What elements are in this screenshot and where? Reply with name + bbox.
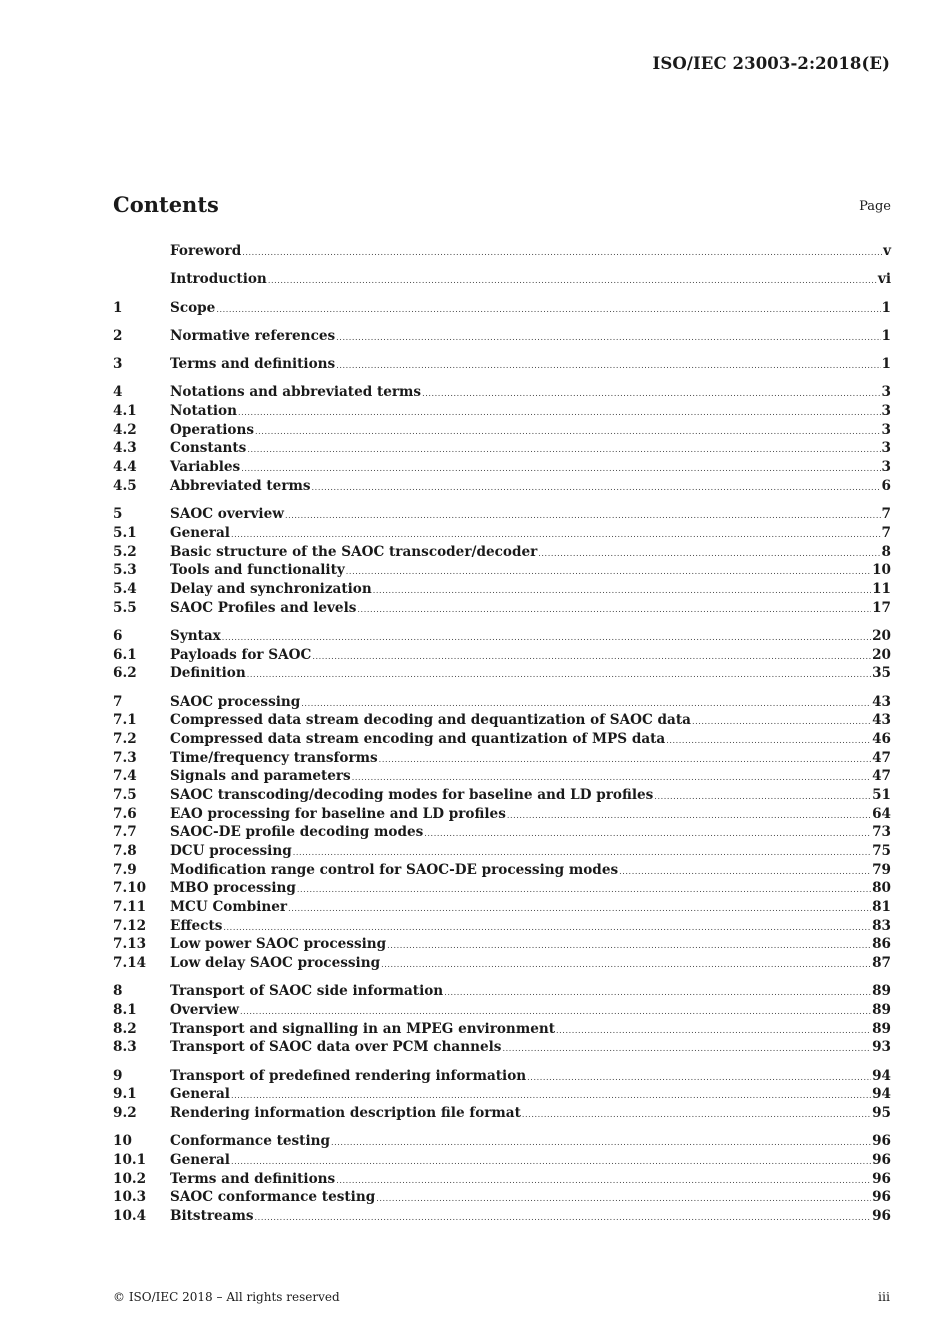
toc-entry[interactable] [113, 1170, 891, 1189]
dot-leader [238, 404, 881, 423]
toc-entry-number: 8.3 [113, 1039, 137, 1056]
dot-leader [357, 601, 871, 620]
toc-entry-page: 86 [872, 936, 891, 953]
toc-entry[interactable] [113, 327, 891, 346]
toc-entry-number: 5.3 [113, 562, 137, 579]
dot-leader [376, 1190, 871, 1209]
toc-entry-title: SAOC processing [170, 693, 301, 710]
toc-entry-page: 96 [872, 1170, 891, 1187]
toc-entry-title: Scope [170, 299, 216, 316]
toc-entry-page: 73 [872, 824, 891, 841]
toc-entry-page: 17 [872, 599, 891, 616]
toc-entry-title: Definition [170, 665, 246, 682]
toc-entry[interactable] [113, 1104, 891, 1123]
toc-entry-page: 96 [872, 1189, 891, 1206]
toc-entry-number: 4.1 [113, 403, 137, 420]
toc-entry-page: 94 [872, 1086, 891, 1103]
dot-leader [387, 937, 871, 956]
dot-leader [502, 1040, 871, 1059]
dot-leader [222, 629, 871, 648]
dot-leader [654, 788, 871, 807]
dot-leader [379, 751, 871, 770]
dot-leader [692, 713, 871, 732]
toc-entry-page: 8 [881, 543, 891, 560]
toc-entry[interactable] [113, 823, 891, 842]
toc-entry-page: 1 [881, 356, 891, 373]
toc-entry-page: 35 [872, 665, 891, 682]
toc-entry[interactable] [113, 1132, 891, 1151]
toc-entry-page: 3 [881, 384, 891, 401]
toc-entry-title: Time/frequency transforms [170, 749, 378, 766]
toc-entry-number: 8.2 [113, 1020, 137, 1037]
toc-entry-title: Effects [170, 917, 223, 934]
dot-leader [666, 732, 871, 751]
toc-entry-number: 1 [113, 299, 123, 316]
toc-entry[interactable] [113, 1020, 891, 1039]
toc-entry-title: Tools and functionality [170, 562, 345, 579]
toc-entry-page: 47 [872, 749, 891, 766]
toc-entry-page: 89 [872, 1002, 891, 1019]
toc-entry-number: 5.4 [113, 580, 137, 597]
toc-entry-page: 96 [872, 1152, 891, 1169]
dot-leader [288, 900, 871, 919]
toc-entry-page: 7 [881, 524, 891, 541]
toc-entry[interactable] [113, 646, 891, 665]
toc-entry-title: General [170, 1152, 230, 1169]
toc-entry-title: Transport of predefined rendering information [170, 1067, 527, 1084]
toc-entry[interactable] [113, 1151, 891, 1170]
toc-entry-title: Modification range control for SAOC-DE processing modes [170, 861, 619, 878]
toc-entry[interactable] [113, 299, 891, 318]
toc-section-group [113, 982, 891, 1057]
dot-leader [312, 479, 881, 498]
toc-entry-title: Delay and synchronization [170, 580, 372, 597]
toc-entry-page: 3 [881, 440, 891, 457]
toc-entry-page: 79 [872, 861, 891, 878]
toc-entry-page: 80 [872, 880, 891, 897]
toc-entry-title: SAOC overview [170, 506, 284, 523]
toc-entry-title: SAOC conformance testing [170, 1189, 376, 1206]
dot-leader [619, 863, 871, 882]
toc-entry[interactable] [113, 898, 891, 917]
toc-entry-number: 9 [113, 1067, 123, 1084]
toc-entry-number: 6.1 [113, 646, 137, 663]
toc-entry[interactable] [113, 383, 891, 402]
toc-entry-title: Compressed data stream encoding and quantization of MPS data [170, 730, 666, 747]
toc-entry-number: 5.2 [113, 543, 137, 560]
toc-entry[interactable] [113, 439, 891, 458]
toc-entry-title: Variables [170, 459, 241, 476]
toc-section-group [113, 627, 891, 683]
toc-entry[interactable] [113, 879, 891, 898]
dot-leader [336, 357, 880, 376]
toc-entry[interactable] [113, 580, 891, 599]
toc-section-group [113, 693, 891, 973]
toc-entry[interactable] [113, 524, 891, 543]
toc-entry[interactable] [113, 1067, 891, 1086]
dot-leader [336, 329, 880, 348]
toc-entry[interactable] [113, 270, 891, 289]
toc-entry-page: 1 [881, 327, 891, 344]
toc-entry-number: 10.4 [113, 1208, 147, 1225]
toc-section-group [113, 505, 891, 617]
toc-entry-number: 8 [113, 983, 123, 1000]
toc-entry[interactable] [113, 1001, 891, 1020]
toc-entry-title: Low power SAOC processing [170, 936, 387, 953]
toc-entry-number: 7.3 [113, 749, 137, 766]
toc-entry-title: Notation [170, 403, 237, 420]
toc-section-group [113, 242, 891, 261]
page-number: iii [878, 1289, 890, 1304]
toc-section-group [113, 1067, 891, 1123]
toc-entry-page: 10 [872, 562, 891, 579]
dot-leader [241, 460, 880, 479]
toc-entry-number: 7.6 [113, 805, 137, 822]
toc-entry[interactable] [113, 842, 891, 861]
toc-entry-page: 7 [881, 506, 891, 523]
toc-entry-title: General [170, 1086, 230, 1103]
toc-entry-title: EAO processing for baseline and LD profiles [170, 805, 506, 822]
toc-entry-number: 10 [113, 1133, 132, 1150]
toc-entry[interactable] [113, 1207, 891, 1226]
toc-entry-number: 4.3 [113, 440, 137, 457]
toc-entry-page: 3 [881, 421, 891, 438]
toc-entry-number: 7.1 [113, 712, 137, 729]
toc-section-group [113, 355, 891, 374]
dot-leader [444, 984, 871, 1003]
toc-entry[interactable] [113, 982, 891, 1001]
toc-entry-page: 75 [872, 843, 891, 859]
toc-entry-page: 46 [872, 730, 891, 747]
toc-entry-number: 7.9 [113, 861, 137, 878]
toc-entry[interactable] [113, 730, 891, 749]
toc-entry[interactable] [113, 861, 891, 880]
toc-entry-number: 4.4 [113, 459, 137, 476]
toc-entry[interactable] [113, 767, 891, 786]
table-of-contents [113, 242, 891, 1235]
toc-entry[interactable] [113, 543, 891, 562]
toc-entry-title: Compressed data stream decoding and dequantization of SAOC data [170, 712, 691, 729]
toc-entry-number: 7.13 [113, 936, 147, 953]
toc-entry-title: Conformance testing [170, 1133, 330, 1150]
toc-entry-page: 6 [881, 477, 891, 494]
toc-entry-number: 6 [113, 627, 123, 644]
toc-entry[interactable] [113, 421, 891, 440]
toc-entry[interactable] [113, 242, 891, 261]
toc-entry[interactable] [113, 917, 891, 936]
toc-entry-title: SAOC transcoding/decoding modes for baseline and LD profiles [170, 786, 654, 803]
toc-entry-number: 6.2 [113, 665, 137, 682]
toc-entry-page: 47 [872, 768, 891, 785]
toc-entry-title: Terms and definitions [170, 1170, 336, 1187]
toc-entry-page: 20 [872, 646, 891, 663]
toc-entry-number: 10.2 [113, 1170, 147, 1187]
toc-entry-page: 20 [872, 627, 891, 644]
toc-entry-number: 4.5 [113, 477, 137, 494]
dot-leader [242, 244, 882, 263]
toc-entry-page: 96 [872, 1208, 891, 1225]
toc-entry-page: 94 [872, 1067, 891, 1084]
toc-entry-number: 5.1 [113, 524, 137, 541]
toc-entry[interactable] [113, 805, 891, 824]
toc-entry-number: 10.3 [113, 1189, 147, 1206]
toc-entry-page: 95 [872, 1105, 891, 1122]
dot-leader [527, 1069, 871, 1088]
toc-entry[interactable] [113, 711, 891, 730]
toc-entry[interactable] [113, 1085, 891, 1104]
dot-leader [331, 1134, 871, 1153]
toc-entry-title: SAOC Profiles and levels [170, 599, 357, 616]
toc-entry-title: SAOC-DE profile decoding modes [170, 824, 424, 841]
toc-entry[interactable] [113, 1188, 891, 1207]
dot-leader [424, 825, 871, 844]
toc-entry-title: General [170, 524, 230, 541]
dot-leader [373, 582, 871, 601]
toc-entry-page: 3 [881, 403, 891, 420]
toc-entry-page: 93 [872, 1039, 891, 1056]
toc-entry-number: 7.7 [113, 824, 137, 841]
toc-entry-page: 81 [872, 899, 891, 916]
toc-entry-title: Abbreviated terms [170, 477, 311, 494]
toc-entry-number: 7.12 [113, 917, 147, 934]
toc-entry-title: Operations [170, 421, 255, 438]
copyright-notice: © ISO/IEC 2018 – All rights reserved [113, 1290, 340, 1304]
contents-title: Contents [113, 192, 219, 217]
toc-entry[interactable] [113, 599, 891, 618]
dot-leader [336, 1172, 871, 1191]
toc-entry-page: 11 [872, 580, 891, 597]
toc-entry-title: Payloads for SAOC [170, 646, 312, 663]
toc-entry-page: 87 [872, 955, 891, 972]
toc-entry[interactable] [113, 693, 891, 712]
toc-entry-page: 1 [881, 299, 891, 316]
toc-entry-title: Introduction [170, 271, 267, 288]
toc-entry-number: 9.2 [113, 1105, 137, 1122]
toc-entry[interactable] [113, 664, 891, 683]
dot-leader [312, 648, 871, 667]
dot-leader [381, 956, 871, 975]
toc-entry[interactable] [113, 355, 891, 374]
dot-leader [522, 1106, 871, 1125]
toc-entry[interactable] [113, 627, 891, 646]
toc-entry-number: 3 [113, 356, 123, 373]
toc-entry-title: Terms and definitions [170, 356, 336, 373]
toc-entry-number: 10.1 [113, 1152, 147, 1169]
toc-entry-number: 7.11 [113, 899, 147, 916]
toc-entry-number: 7.5 [113, 786, 137, 803]
toc-section-group [113, 299, 891, 318]
toc-entry-number: 7.8 [113, 843, 137, 859]
toc-entry-number: 9.1 [113, 1086, 137, 1103]
toc-entry-page: 64 [872, 805, 891, 822]
toc-entry-number: 5 [113, 506, 123, 523]
toc-entry-title: Signals and parameters [170, 768, 351, 785]
toc-entry-title: Bitstreams [170, 1208, 254, 1225]
dot-leader [346, 563, 871, 582]
toc-entry[interactable] [113, 561, 891, 580]
toc-entry-title: Low delay SAOC processing [170, 955, 381, 972]
toc-entry-title: Overview [170, 1002, 239, 1019]
toc-entry-number: 7.14 [113, 955, 147, 972]
toc-entry-number: 7 [113, 693, 123, 710]
dot-leader [285, 507, 881, 526]
toc-entry-title: Notations and abbreviated terms [170, 384, 422, 401]
toc-section-group [113, 383, 891, 495]
toc-entry-number: 7.2 [113, 730, 137, 747]
dot-leader [216, 301, 880, 320]
toc-entry-number: 4.2 [113, 421, 137, 438]
toc-entry-page: 3 [881, 459, 891, 476]
dot-leader [255, 1209, 872, 1228]
toc-entry-title: Basic structure of the SAOC transcoder/decoder [170, 543, 538, 560]
toc-entry[interactable] [113, 786, 891, 805]
toc-entry-title: MBO processing [170, 880, 296, 897]
toc-section-group [113, 270, 891, 289]
toc-entry[interactable] [113, 935, 891, 954]
dot-leader [268, 272, 877, 291]
page-column-label: Page [859, 199, 891, 214]
toc-entry-title: Transport of SAOC side information [170, 983, 444, 1000]
dot-leader [297, 881, 871, 900]
toc-entry-title: Transport and signalling in an MPEG environment [170, 1020, 556, 1037]
toc-entry-page: 83 [872, 917, 891, 934]
toc-entry-page: 89 [872, 1020, 891, 1037]
toc-entry-number: 5.5 [113, 599, 137, 616]
toc-entry-title: Rendering information description file format [170, 1105, 521, 1122]
toc-entry-title: MCU Combiner [170, 899, 288, 916]
dot-leader [422, 385, 880, 404]
toc-entry-page: 43 [872, 693, 891, 710]
toc-entry-page: 51 [872, 786, 891, 803]
toc-entry-number: 2 [113, 327, 123, 344]
dot-leader [247, 666, 871, 685]
toc-entry[interactable] [113, 505, 891, 524]
toc-entry[interactable] [113, 1038, 891, 1057]
toc-entry-title: Foreword [170, 243, 242, 259]
contents-header [113, 192, 891, 222]
toc-entry-title: Constants [170, 440, 247, 457]
toc-entry-title: Normative references [170, 327, 336, 344]
toc-entry-title: Syntax [170, 627, 221, 644]
toc-entry[interactable] [113, 749, 891, 768]
toc-entry-page: vi [877, 271, 891, 288]
toc-entry-page: 96 [872, 1133, 891, 1150]
document-identifier: ISO/IEC 23003-2:2018(E) [652, 54, 890, 73]
toc-entry-title: Transport of SAOC data over PCM channels [170, 1039, 502, 1056]
toc-entry[interactable] [113, 458, 891, 477]
toc-entry[interactable] [113, 402, 891, 421]
toc-section-group [113, 1132, 891, 1225]
toc-entry-page: 89 [872, 983, 891, 1000]
dot-leader [255, 423, 881, 442]
dot-leader [538, 545, 880, 564]
toc-entry-page: v [883, 243, 891, 259]
toc-entry[interactable] [113, 477, 891, 496]
toc-entry-number: 7.4 [113, 768, 137, 785]
dot-leader [507, 807, 871, 826]
toc-entry-number: 8.1 [113, 1002, 137, 1019]
dot-leader [247, 441, 880, 460]
toc-entry-page: 43 [872, 712, 891, 729]
toc-section-group [113, 327, 891, 346]
toc-entry-number: 7.10 [113, 880, 147, 897]
dot-leader [556, 1022, 871, 1041]
toc-entry[interactable] [113, 954, 891, 973]
toc-entry-number: 4 [113, 384, 123, 401]
toc-entry-title: DCU processing [170, 843, 292, 859]
